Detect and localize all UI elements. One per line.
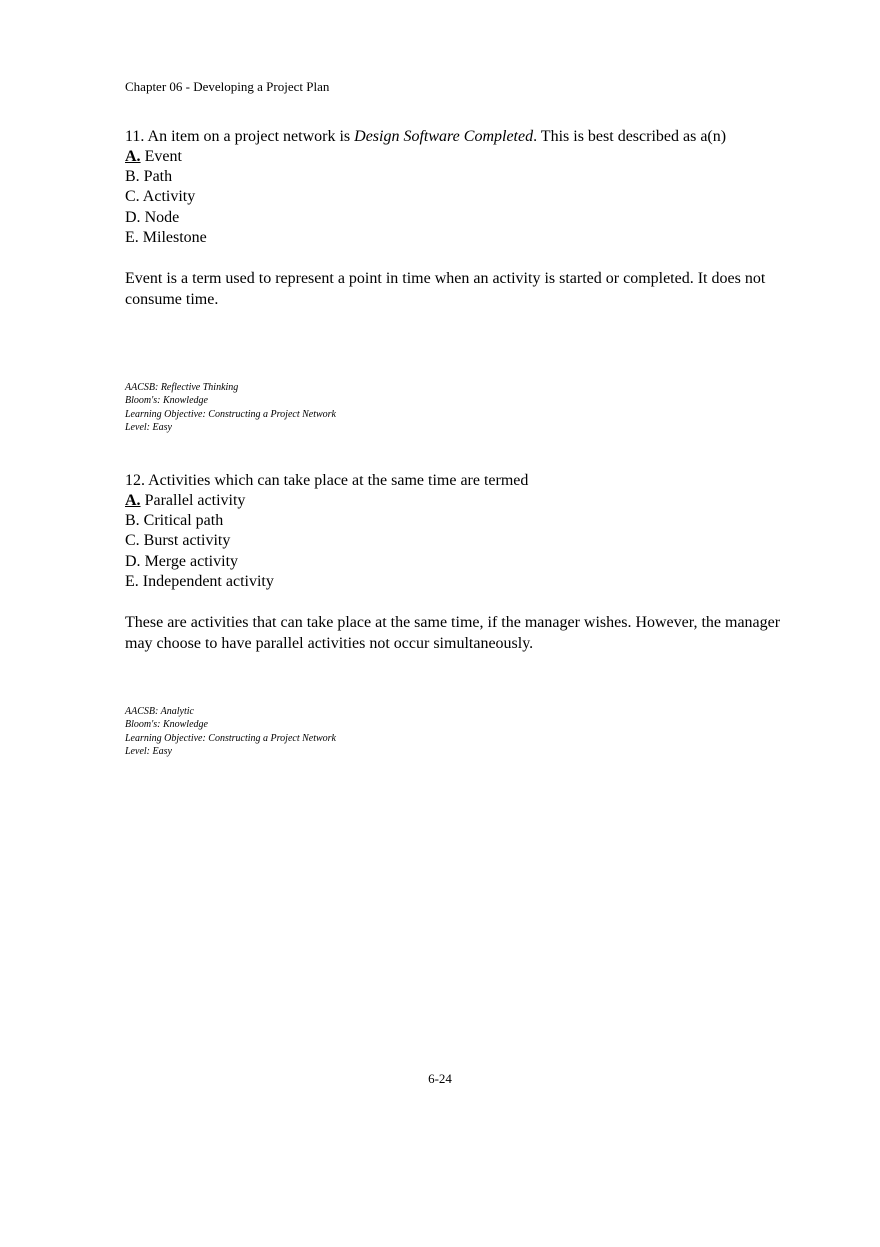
option-letter-correct: A. xyxy=(125,148,141,165)
option-b xyxy=(125,167,785,187)
answer-explanation: These are activities that can take place at the same time, if the manager wishes. However, the manager may choose to have parallel activities not occur simultaneously. xyxy=(125,614,781,653)
question-11-metadata xyxy=(125,381,336,434)
level-tag: Level: Easy xyxy=(125,421,172,433)
stem-text: 12. Activities which can take place at the same time are termed xyxy=(125,472,529,489)
aacsb-tag: AACSB: Reflective Thinking xyxy=(125,382,239,393)
learning-objective-tag: Learning Objective: Constructing a Project Network xyxy=(125,732,336,744)
option-text: Critical path xyxy=(139,512,224,530)
option-letter-correct: A. xyxy=(125,492,141,509)
page-number: 6-24 xyxy=(428,1071,452,1086)
answer-explanation: Event is a term used to represent a point in time when an activity is started or completed. It does not consume time. xyxy=(125,270,766,309)
page-header: Chapter 06 - Developing a Project Plan xyxy=(125,79,330,94)
option-text: Milestone xyxy=(138,228,207,246)
answer-options xyxy=(125,147,785,248)
option-c xyxy=(125,187,785,207)
option-letter: D. xyxy=(125,208,141,226)
option-c xyxy=(125,531,785,551)
question-11 xyxy=(125,127,785,310)
question-stem xyxy=(125,471,785,491)
option-letter: C. xyxy=(125,532,140,550)
option-letter: E. xyxy=(125,228,139,246)
aacsb-tag: AACSB: Analytic xyxy=(125,706,194,717)
option-e xyxy=(125,228,785,248)
stem-italic-text: Design Software Completed xyxy=(354,128,534,145)
option-text: Path xyxy=(139,168,173,186)
option-a xyxy=(125,147,785,167)
blooms-tag: Bloom's: Knowledge xyxy=(125,719,208,731)
option-text: Parallel activity xyxy=(140,492,246,509)
option-text: Merge activity xyxy=(140,552,239,570)
option-d xyxy=(125,208,785,228)
learning-objective-tag: Learning Objective: Constructing a Project Network xyxy=(125,408,336,420)
question-12-metadata xyxy=(125,705,336,758)
option-b xyxy=(125,511,785,531)
question-12 xyxy=(125,471,785,654)
option-text: Activity xyxy=(139,188,196,206)
option-letter: E. xyxy=(125,572,139,590)
level-tag: Level: Easy xyxy=(125,745,172,757)
option-text: Event xyxy=(140,148,182,165)
option-letter: D. xyxy=(125,552,141,570)
stem-text-end: . This is best described as a(n) xyxy=(533,128,727,145)
stem-text: 11. An item on a project network is xyxy=(125,128,355,145)
option-letter: B. xyxy=(125,512,140,530)
option-e xyxy=(125,572,785,592)
answer-options xyxy=(125,491,785,592)
option-letter: C. xyxy=(125,188,140,206)
option-a xyxy=(125,491,785,511)
option-text: Independent activity xyxy=(138,572,274,590)
option-d xyxy=(125,552,785,572)
blooms-tag: Bloom's: Knowledge xyxy=(125,395,208,407)
option-text: Node xyxy=(140,208,180,226)
option-letter: B. xyxy=(125,168,140,186)
question-stem xyxy=(125,127,785,147)
option-text: Burst activity xyxy=(139,532,231,550)
